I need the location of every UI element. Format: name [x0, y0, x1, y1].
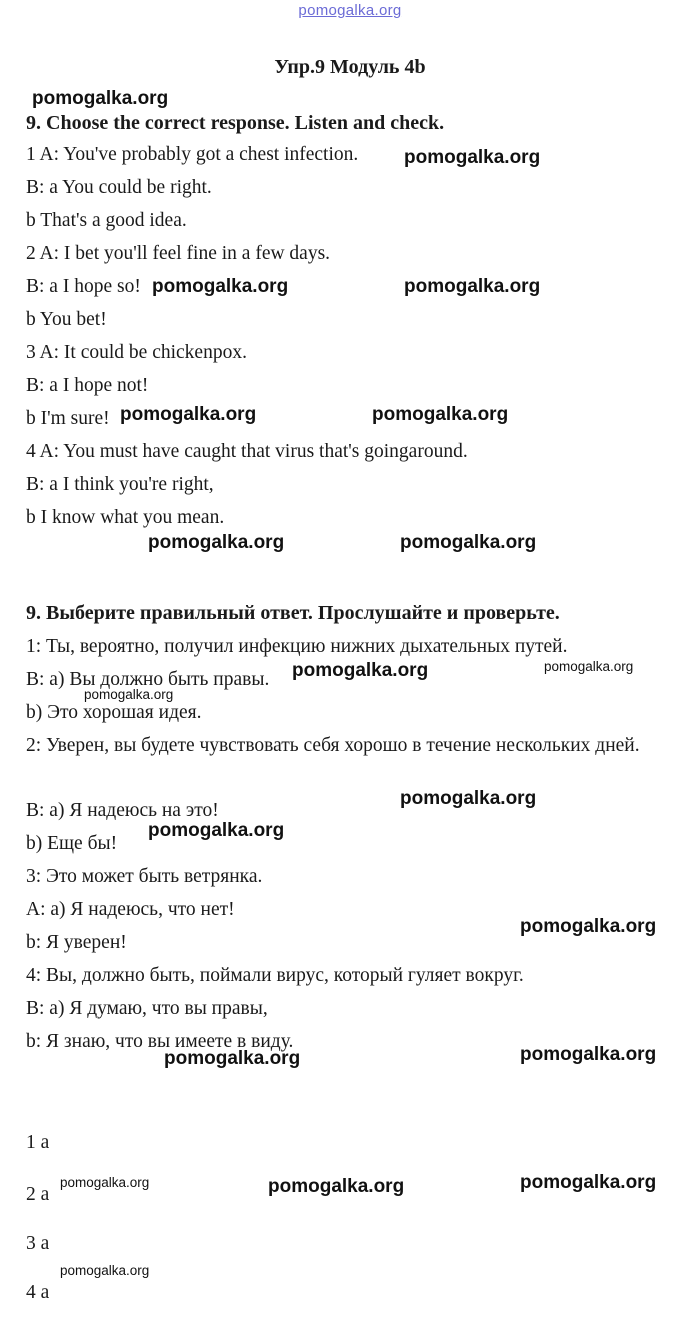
- russian-line: 1: Ты, вероятно, получил инфекцию нижних дыхательных путей.: [26, 636, 568, 657]
- watermark: pomogalka.org: [148, 532, 285, 553]
- english-line: b That's a good idea.: [26, 210, 187, 231]
- english-line: B: a I think you're right,: [26, 474, 214, 495]
- answer-item: 4 a: [26, 1282, 50, 1303]
- russian-line: b) Еще бы!: [26, 833, 118, 854]
- watermark: pomogalka.org: [60, 1175, 150, 1190]
- page-title: Упр.9 Модуль 4b: [274, 56, 426, 78]
- watermark: pomogalka.org: [372, 404, 509, 425]
- russian-heading: 9. Выберите правильный ответ. Прослушайте и проверьте.: [26, 602, 560, 624]
- russian-line: 2: Уверен, вы будете чувствовать себя хорошо в течение нескольких дней.: [26, 735, 640, 756]
- english-line: 4 A: You must have caught that virus that's goingaround.: [26, 441, 468, 462]
- english-line: 3 A: It could be chickenpox.: [26, 342, 247, 363]
- watermark: pomogalka.org: [120, 404, 257, 425]
- answer-item: 3 a: [26, 1233, 50, 1254]
- watermark: pomogalka.org: [404, 147, 541, 168]
- watermark: pomogalka.org: [60, 1263, 150, 1278]
- english-line: 1 A: You've probably got a chest infection.: [26, 144, 359, 165]
- watermark: pomogalka.org: [32, 88, 169, 109]
- watermark: pomogalka.org: [152, 276, 289, 297]
- watermark: pomogalka.org: [544, 659, 634, 674]
- watermark: pomogalka.org: [400, 788, 537, 809]
- english-line: b I'm sure!: [26, 408, 110, 429]
- russian-line: B: а) Вы должно быть правы.: [26, 669, 270, 690]
- watermark: pomogalka.org: [148, 820, 285, 841]
- russian-line: 4: Вы, должно быть, поймали вирус, который гуляет вокруг.: [26, 965, 524, 986]
- watermark: pomogalka.org: [84, 687, 174, 702]
- russian-line: A: а) Я надеюсь, что нет!: [26, 899, 235, 920]
- answer-item: 2 a: [26, 1184, 50, 1205]
- watermark: pomogalka.org: [520, 1172, 657, 1193]
- russian-line: B: а) Я надеюсь на это!: [26, 800, 219, 821]
- russian-line: b) Это хорошая идея.: [26, 702, 202, 723]
- english-line: B: a I hope so!: [26, 276, 141, 297]
- russian-line: b: Я уверен!: [26, 932, 127, 953]
- russian-line: B: а) Я думаю, что вы правы,: [26, 998, 268, 1019]
- english-line: b I know what you mean.: [26, 507, 225, 528]
- watermark: pomogalka.org: [404, 276, 541, 297]
- watermark: pomogalka.org: [292, 660, 429, 681]
- site-link[interactable]: pomogalka.org: [298, 2, 402, 19]
- english-line: 2 A: I bet you'll feel fine in a few days.: [26, 243, 331, 264]
- watermark: pomogalka.org: [164, 1048, 301, 1069]
- russian-line: b: Я знаю, что вы имеете в виду.: [26, 1031, 294, 1052]
- watermark: pomogalka.org: [520, 916, 657, 937]
- watermark: pomogalka.org: [520, 1044, 657, 1065]
- russian-line: 3: Это может быть ветрянка.: [26, 866, 263, 887]
- english-heading: 9. Choose the correct response. Listen and check.: [26, 112, 445, 134]
- english-line: B: a You could be right.: [26, 177, 212, 198]
- english-line: b You bet!: [26, 309, 107, 330]
- watermark: pomogalka.org: [400, 532, 537, 553]
- english-line: B: a I hope not!: [26, 375, 149, 396]
- answer-item: 1 a: [26, 1132, 50, 1153]
- watermark: pomogalka.org: [268, 1176, 405, 1197]
